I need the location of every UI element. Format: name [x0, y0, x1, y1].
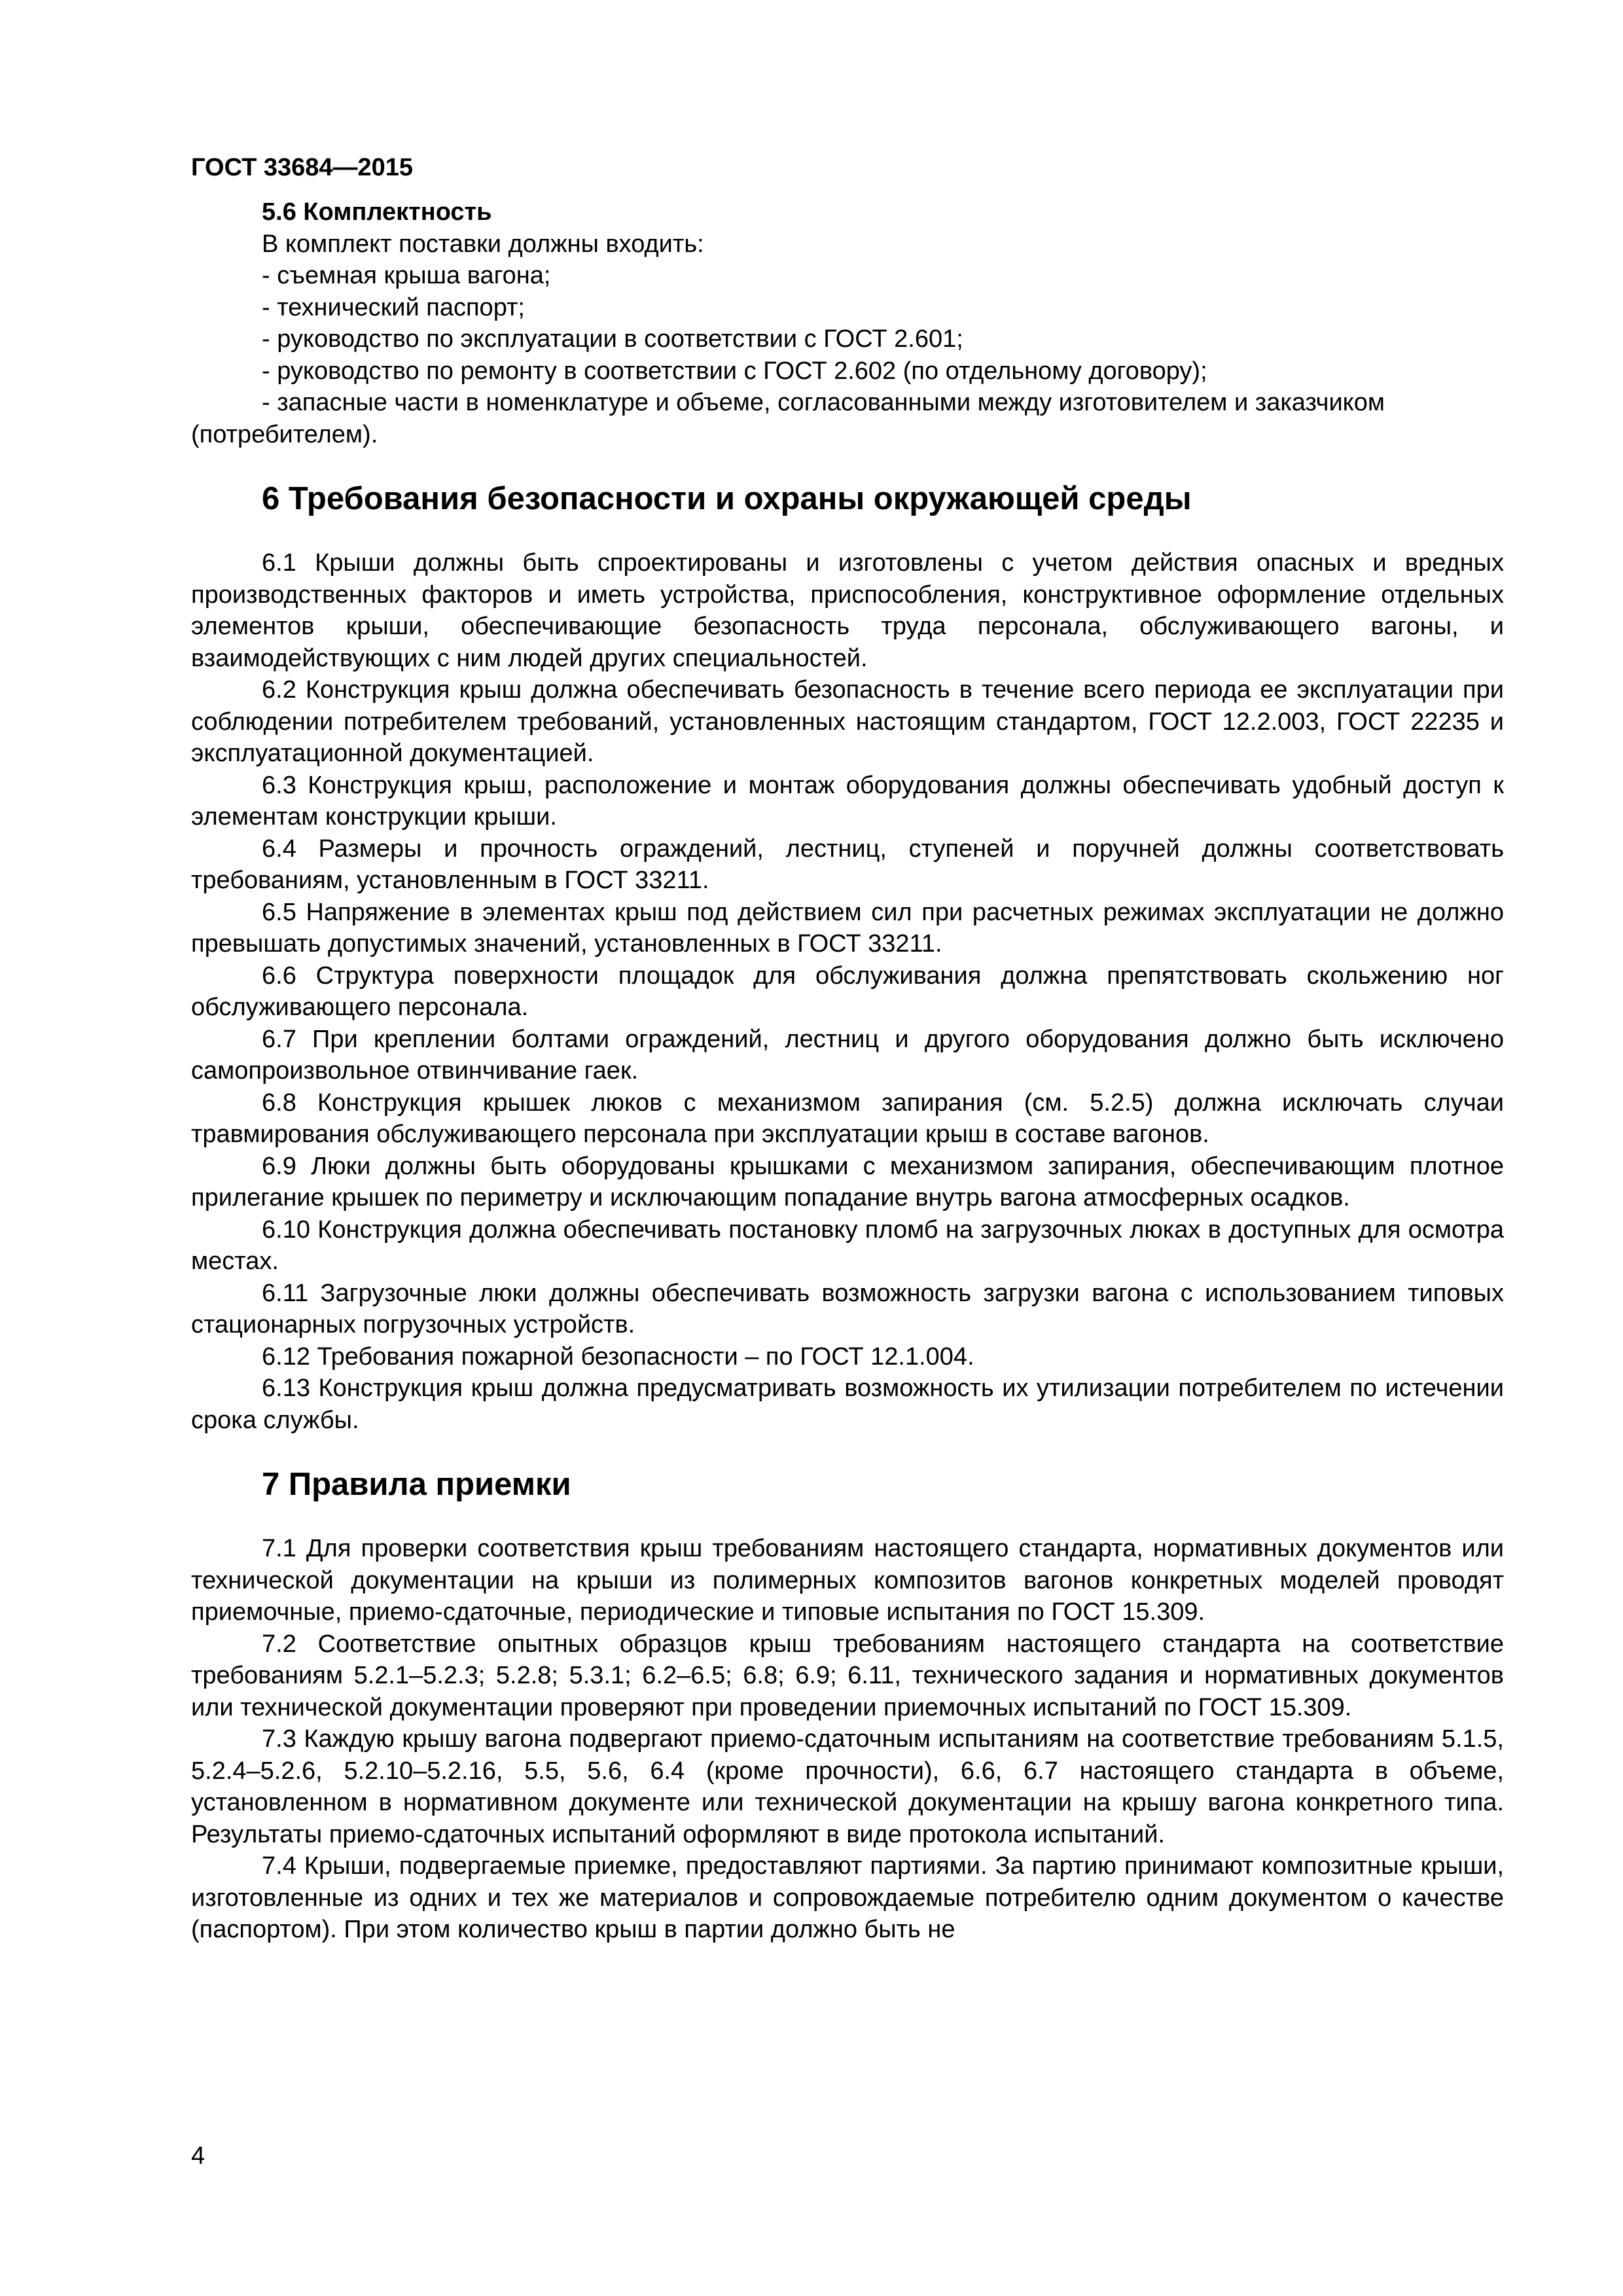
subsection-title: 5.6 Комплектность — [262, 198, 492, 226]
paragraph: 6.9 Люки должны быть оборудованы крышками с механизмом запирания, обеспечивающим плотное прилегание крышек по периметру и исключающим попадание внутрь вагона атмосферных осадков. — [191, 1152, 1504, 1211]
list-item: - руководство по ремонту в соответствии с ГОСТ 2.602 (по отдельному договору); — [262, 357, 1207, 385]
section-title: 6 Требования безопасности и охраны окружающей среды — [262, 481, 1192, 516]
section-7 — [191, 1533, 1504, 1946]
document-code: ГОСТ 33684—2015 — [191, 154, 414, 181]
paragraph: 6.8 Конструкция крышек люков с механизмом запирания (см. 5.2.5) должна исключать случаи травмирования обслуживающего персонала при эксплуатации крыш в составе вагонов. — [191, 1088, 1504, 1148]
page-number: 4 — [191, 2142, 205, 2170]
paragraph: 6.2 Конструкция крыш должна обеспечивать безопасность в течение всего периода ее эксплуатации при соблюдении потребителем требований, установленных настоящим стандартом, ГОСТ 12.2.003, ГОСТ 22235 и эксплуатационной документацией. — [191, 676, 1504, 767]
list-item: - запасные части в номенклатуре и объеме, согласованными между изготовителем и заказчиком (потребителем). — [191, 389, 1385, 448]
paragraph: 6.10 Конструкция должна обеспечивать постановку пломб на загрузочных люках в доступных для осмотра местах. — [191, 1215, 1504, 1275]
paragraph: 6.11 Загрузочные люки должны обеспечивать возможность загрузки вагона с использованием типовых стационарных погрузочных устройств. — [191, 1279, 1504, 1338]
list-item: - съемная крыша вагона; — [262, 262, 551, 289]
paragraph: 6.3 Конструкция крыш, расположение и монтаж оборудования должны обеспечивать удобный доступ к элементам конструкции крыши. — [191, 771, 1504, 831]
page-content — [191, 196, 1504, 1946]
paragraph: 6.7 При креплении болтами ограждений, лестниц и другого оборудования должно быть исключено самопроизвольное отвинчивание гаек. — [191, 1025, 1504, 1085]
section-title: 7 Правила приемки — [262, 1467, 571, 1502]
section-6 — [191, 547, 1504, 1436]
paragraph: 6.1 Крыши должны быть спроектированы и изготовлены с учетом действия опасных и вредных производственных факторов и иметь устройства, приспособления, конструктивное оформление отдельных элементов крыши, обеспечивающие безопасность труда персонала, обслуживающего вагоны, и взаимодействующих с ним людей других специальностей. — [191, 549, 1504, 672]
section-5-6 — [191, 196, 1504, 450]
paragraph: 6.4 Размеры и прочность ограждений, лестниц, ступеней и поручней должны соответствовать требованиям, установленным в ГОСТ 33211. — [191, 834, 1504, 894]
paragraph: 7.2 Соответствие опытных образцов крыш требованиям настоящего стандарта на соответствие требованиям 5.2.1–5.2.3; 5.2.8; 5.3.1; 6.2–6.5; 6.8; 6.9; 6.11, технического задания и нормативных документов или технической документации проверяют при проведении приемочных испытаний по ГОСТ 15.309. — [191, 1630, 1504, 1721]
paragraph: 7.4 Крыши, подвергаемые приемке, предоставляют партиями. За партию принимают композитные крыши, изготовленные из одних и тех же материалов и сопровождаемые потребителю одним документом о качестве (паспортом). При этом количество крыш в партии должно быть не — [191, 1852, 1504, 1943]
paragraph: 6.13 Конструкция крыш должна предусматривать возможность их утилизации потребителем по истечении срока службы. — [191, 1374, 1504, 1434]
paragraph: 6.6 Структура поверхности площадок для обслуживания должна препятствовать скольжению ног обслуживающего персонала. — [191, 961, 1504, 1021]
paragraph: 6.12 Требования пожарной безопасности – по ГОСТ 12.1.004. — [262, 1342, 974, 1371]
list-item: - технический паспорт; — [262, 293, 525, 321]
list-item: - руководство по эксплуатации в соответствии с ГОСТ 2.601; — [262, 325, 963, 353]
paragraph: 6.5 Напряжение в элементах крыш под действием сил при расчетных режимах эксплуатации не должно превышать допустимых значений, установленных в ГОСТ 33211. — [191, 898, 1504, 958]
paragraph: 7.3 Каждую крышу вагона подвергают приемо-сдаточным испытаниям на соответствие требованиям 5.1.5, 5.2.4–5.2.6, 5.2.10–5.2.16, 5.5, 5.6, 6.4 (кроме прочности), 6.6, 6.7 настоящего стандарта в объеме, установленном в нормативном документе или технической документации на крышу вагона конкретного типа. Результаты приемо-сдаточных испытаний оформляют в виде протокола испытаний. — [191, 1725, 1504, 1848]
paragraph: 7.1 Для проверки соответствия крыш требованиям настоящего стандарта, нормативных документов или технической документации на крыши из полимерных композитов вагонов конкретных моделей проводят приемочные, приемо-сдаточные, периодические и типовые испытания по ГОСТ 15.309. — [191, 1535, 1504, 1626]
list-intro: В комплект поставки должны входить: — [262, 230, 704, 258]
